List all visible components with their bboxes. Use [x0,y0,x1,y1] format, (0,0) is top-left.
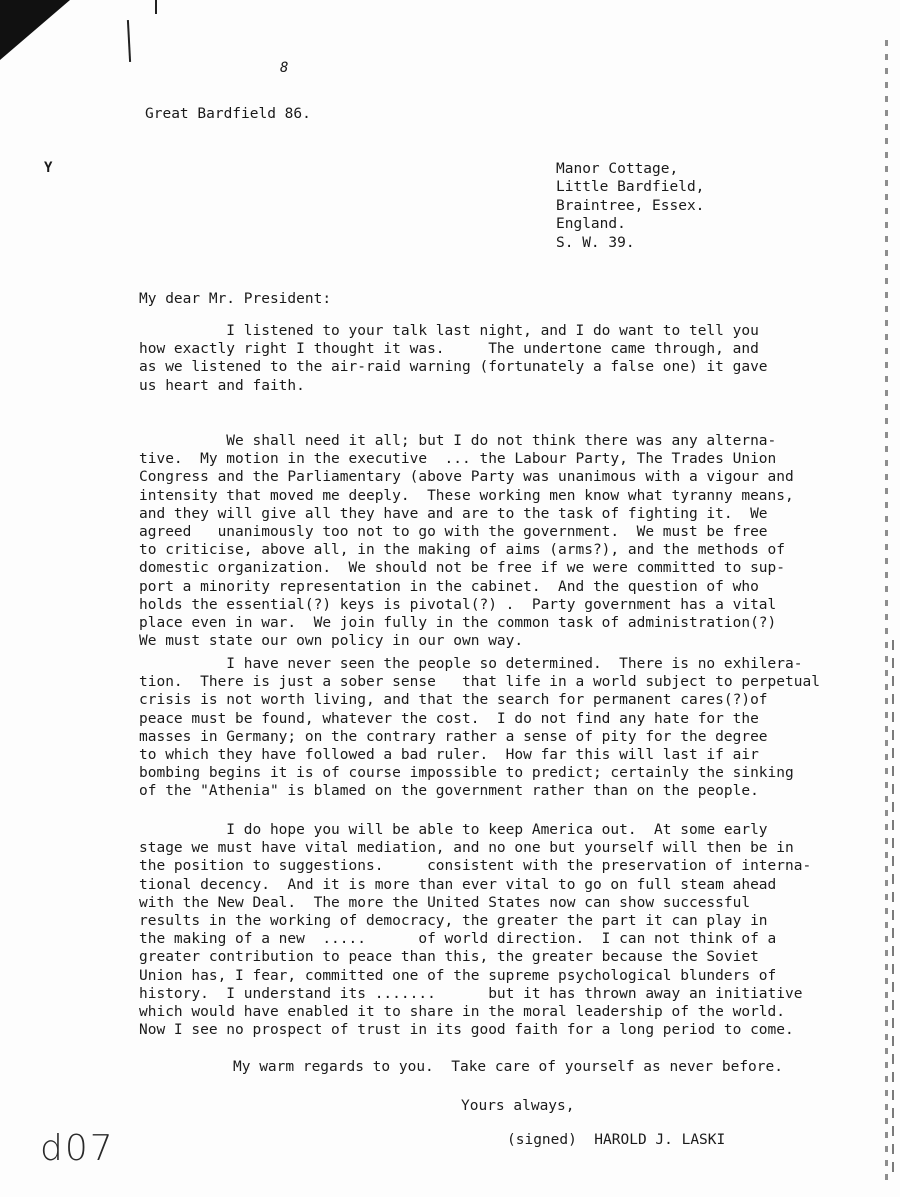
text-line: which would have enabled it to share in the moral leadership of the world. [139,1004,786,1021]
paragraph-4 [139,821,879,1039]
address-line: Manor Cottage, [556,161,679,177]
text-line: how exactly right I thought it was. The undertone came through, and [139,341,759,358]
text-line: Now I see no prospect of trust in its good faith for a long period to come. [139,1022,794,1039]
text-line: results in the working of democracy, the greater the part it can play in [139,913,768,930]
text-line: peace must be found, whatever the cost. I do not find any hate for the [139,710,759,727]
text-line: crisis is not worth living, and that the search for permanent cares(?)of [139,692,768,709]
signoff: Yours always, [461,1098,575,1114]
text-line: I listened to your talk last night, and I do want to tell you [139,323,759,339]
text-line: to criticise, above all, in the making of aims (arms?), and the methods of [139,542,786,559]
scratch-mark-2 [155,0,157,14]
page-edge-artifact-2 [892,640,894,1180]
address-line: Braintree, Essex. [556,197,705,214]
address-line: Little Bardfield, [556,179,705,196]
text-line: stage we must have vital mediation, and no one but yourself will then be in [139,840,794,857]
paragraph-3 [139,655,879,801]
text-line: I have never seen the people so determined. There is no exhilera- [139,656,803,672]
letterhead: Great Bardfield 86. [145,106,311,122]
text-line: to which they have followed a bad ruler. How far this will last if air [139,747,759,764]
page-edge-artifact [885,40,888,1180]
text-line: Congress and the Parliamentary (above Party was unanimous with a vigour and [139,469,794,486]
text-line: holds the essential(?) keys is pivotal(?) . Party government has a vital [139,596,777,613]
text-line: We must state our own policy in our own way. [139,633,524,650]
text-line: masses in Germany; on the contrary rather a sense of pity for the degree [139,728,768,745]
text-line: us heart and faith. [139,377,305,394]
text-line: and they will give all they have and are to the task of fighting it. We [139,505,768,522]
text-line: We shall need it all; but I do not think there was any alterna- [139,433,777,449]
signature: (signed) HAROLD J. LASKI [507,1132,726,1148]
page-number: 8 [280,60,289,76]
text-line: of the "Athenia" is blamed on the government rather than on the people. [139,783,759,800]
text-line: Union has, I fear, committed one of the supreme psychological blunders of [139,967,777,984]
text-line: tion. There is just a sober sense that life in a world subject to perpetual [139,674,820,691]
text-line: history. I understand its ....... but it has thrown away an initiative [139,985,803,1002]
text-line: greater contribution to peace than this, the greater because the Soviet [139,949,759,966]
sender-address [556,160,704,252]
text-line: as we listened to the air-raid warning (fortunately a false one) it gave [139,359,768,376]
text-line: tional decency. And it is more than ever vital to go on full steam ahead [139,876,777,893]
photocopy-corner-artifact [0,0,70,60]
text-line: intensity that moved me deeply. These working men know what tyranny means, [139,487,794,504]
text-line: I do hope you will be able to keep America out. At some early [139,822,768,838]
address-line: England. [556,216,626,233]
salutation: My dear Mr. President: [139,291,332,307]
margin-mark: Y [44,160,53,176]
paragraph-1 [139,322,879,395]
scratch-mark-1 [127,20,131,62]
text-line: with the New Deal. The more the United States now can show successful [139,894,751,911]
address-line: S. W. 39. [556,234,635,251]
text-line: place even in war. We join fully in the common task of administration(?) [139,615,777,632]
text-line: the position to suggestions. consistent with the preservation of interna- [139,858,812,875]
regards-line: My warm regards to you. Take care of yourself as never before. [233,1059,783,1075]
text-line: bombing begins it is of course impossible to predict; certainly the sinking [139,765,794,782]
text-line: domestic organization. We should not be free if we were committed to sup- [139,560,786,577]
text-line: port a minority representation in the cabinet. And the question of who [139,578,759,595]
paragraph-2 [139,432,879,650]
text-line: agreed unanimously too not to go with the government. We must be free [139,524,768,541]
text-line: the making of a new ..... of world direction. I can not think of a [139,931,777,948]
text-line: tive. My motion in the executive ... the Labour Party, The Trades Union [139,451,777,468]
handwritten-note: d07 [40,1128,115,1169]
